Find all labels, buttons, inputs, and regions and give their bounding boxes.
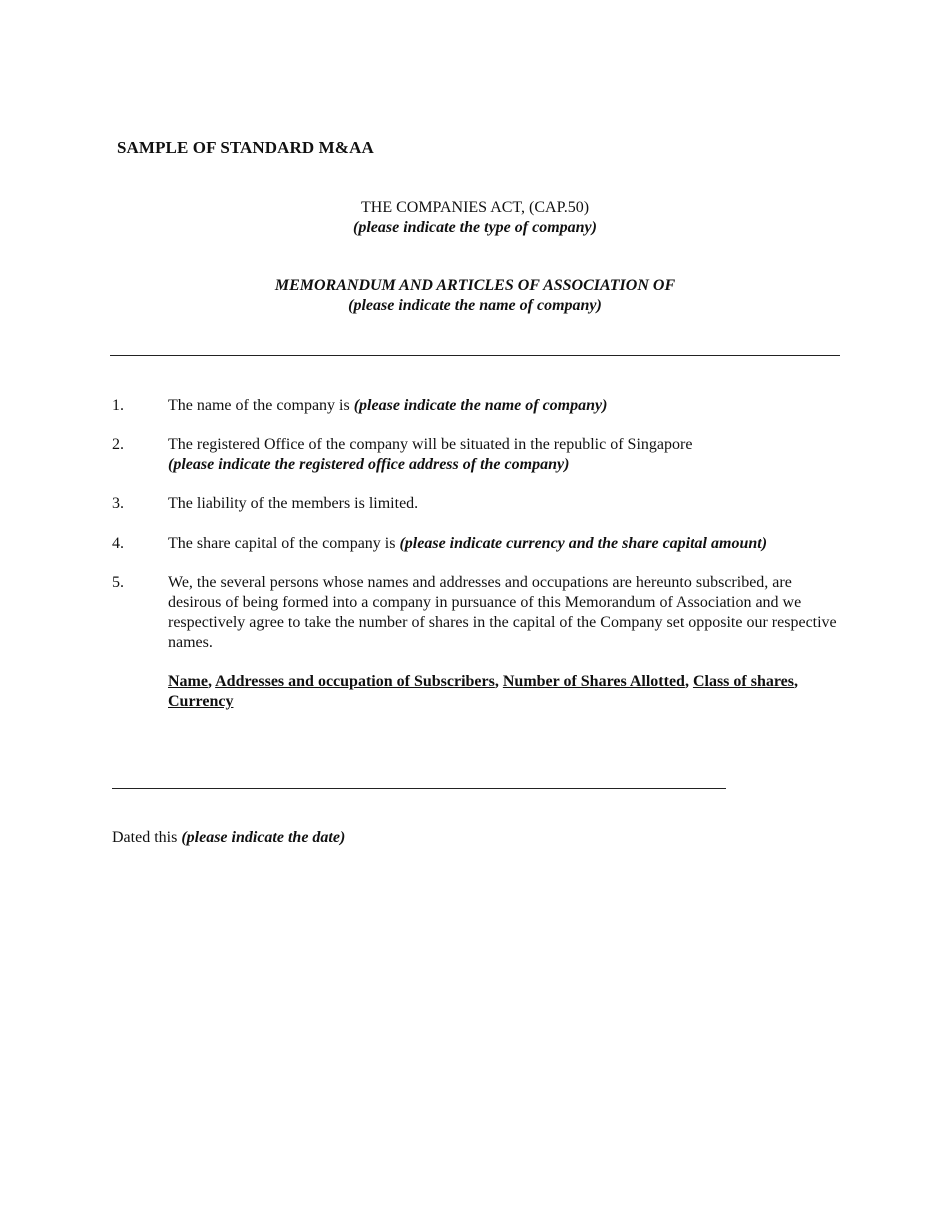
dated-note: (please indicate the date) (181, 829, 346, 846)
item-4-text: The share capital of the company is (168, 535, 400, 552)
item-3-text: The liability of the members is limited. (168, 495, 419, 512)
heading-currency: Currency (168, 693, 234, 710)
act-section (0, 198, 950, 238)
heading-shares: Number of Shares Allotted (502, 673, 685, 690)
item-4-note: (please indicate currency and the share capital amount) (399, 535, 768, 552)
item-number-2: 2. (112, 436, 124, 453)
item-number-4: 4. (112, 535, 124, 552)
document-heading: SAMPLE OF STANDARD M&AA (117, 138, 374, 157)
item-2 (168, 435, 848, 475)
heading-separator: , (207, 673, 216, 690)
heading-separator: , (684, 673, 693, 690)
memorandum-section (0, 276, 950, 316)
item-2-note: (please indicate the registered office address of the company) (168, 456, 570, 473)
item-number-3: 3. (112, 495, 124, 512)
horizontal-rule (110, 355, 840, 356)
heading-separator: , (494, 673, 503, 690)
item-1 (168, 396, 848, 416)
item-4 (168, 534, 848, 554)
item-number-5: 5. (112, 574, 124, 591)
dated-text: Dated this (112, 829, 182, 846)
item-5 (168, 573, 838, 653)
item-1-text: The name of the company is (168, 397, 354, 414)
item-1-note: (please indicate the name of company) (353, 397, 608, 414)
act-title: THE COMPANIES ACT, (CAP.50) (360, 199, 590, 216)
item-5-text: We, the several persons whose names and addresses and occupations are hereunto subscribed, are desirous of being formed into a company in pursuance of this Memorandum of Association and we respectively agree to take the number of shares in the capital of the Company set opposite our respective names. (168, 574, 837, 651)
dated-line (112, 828, 345, 848)
memorandum-name-note: (please indicate the name of company) (348, 297, 602, 314)
item-2-text: The registered Office of the company will be situated in the republic of Singapore (168, 436, 693, 453)
signature-line (112, 788, 726, 789)
heading-addresses: Addresses and occupation of Subscribers (215, 673, 495, 690)
heading-separator: , (793, 673, 798, 690)
memorandum-title: MEMORANDUM AND ARTICLES OF ASSOCIATION OF (274, 277, 676, 294)
item-3 (168, 494, 848, 514)
item-number-1: 1. (112, 397, 124, 414)
heading-name: Name (168, 673, 208, 690)
act-type-note: (please indicate the type of company) (353, 219, 597, 236)
heading-class: Class of shares (692, 673, 794, 690)
subscriber-headings (168, 672, 808, 712)
